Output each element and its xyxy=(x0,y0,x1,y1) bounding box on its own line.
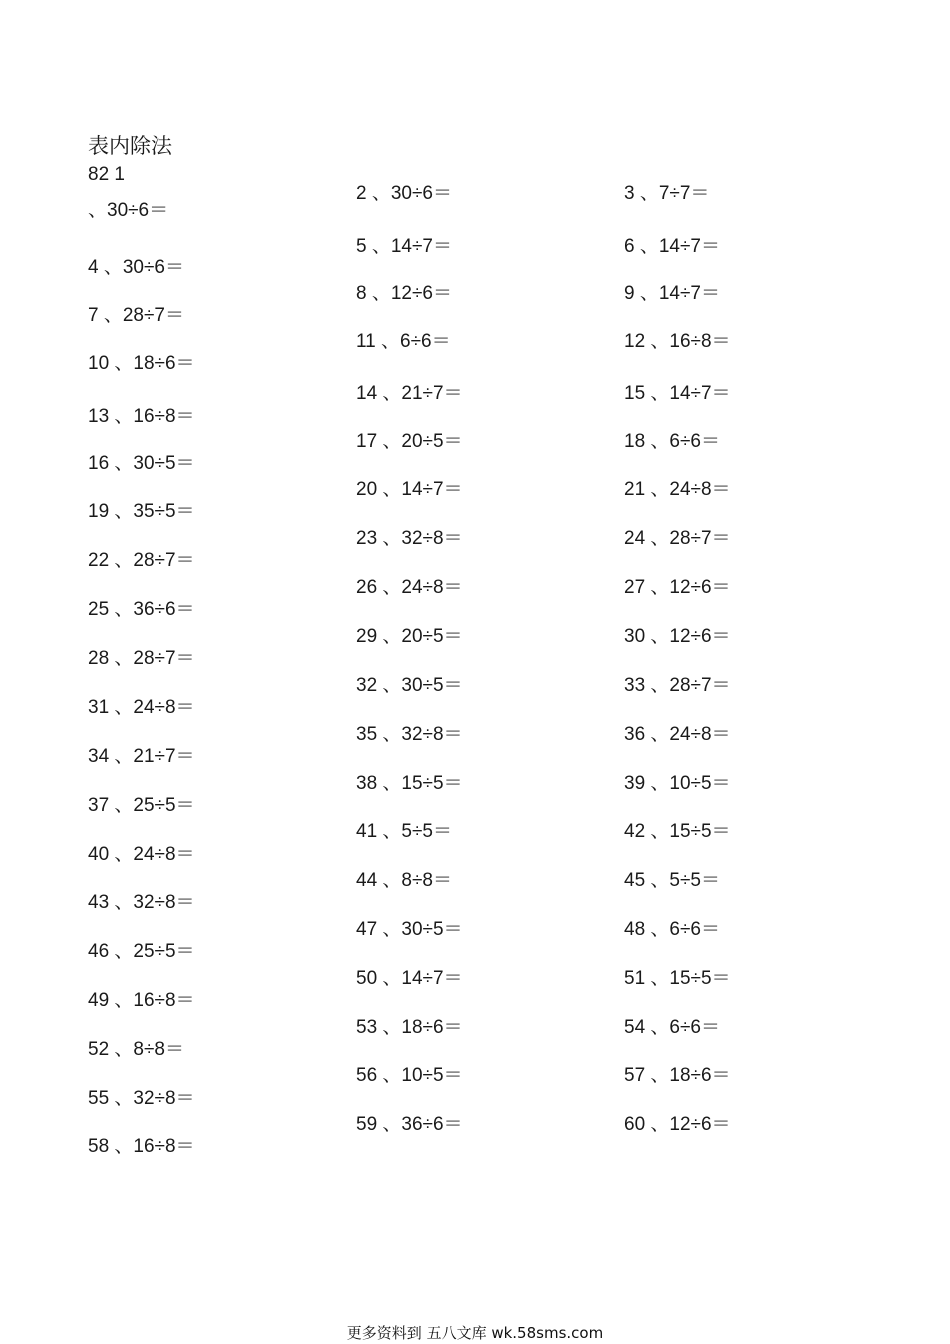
problem-item: 36 、24÷8＝ xyxy=(624,724,731,745)
problem-item: 9 、14÷7＝ xyxy=(624,283,720,304)
problem-item: 28 、28÷7＝ xyxy=(88,648,195,669)
problem-item: 40 、24÷8＝ xyxy=(88,844,195,865)
problem-item: 46 、25÷5＝ xyxy=(88,941,195,962)
worksheet-title: 表内除法 xyxy=(88,134,172,158)
problem-item: 29 、20÷5＝ xyxy=(356,626,463,647)
problem-item: 10 、18÷6＝ xyxy=(88,353,195,374)
problem-item: 58 、16÷8＝ xyxy=(88,1136,195,1157)
problem-item: 5 、14÷7＝ xyxy=(356,236,452,257)
problem-item: 31 、24÷8＝ xyxy=(88,697,195,718)
problem-item: 18 、6÷6＝ xyxy=(624,431,720,452)
problem-item: 48 、6÷6＝ xyxy=(624,919,720,940)
problem-item: 7 、28÷7＝ xyxy=(88,305,184,326)
problem-item: 26 、24÷8＝ xyxy=(356,577,463,598)
worksheet-subtitle: 82 1 xyxy=(88,164,125,185)
problem-item: 30 、12÷6＝ xyxy=(624,626,731,647)
problem-item: 59 、36÷6＝ xyxy=(356,1114,463,1135)
problem-item: 25 、36÷6＝ xyxy=(88,599,195,620)
problem-item: 37 、25÷5＝ xyxy=(88,795,195,816)
problem-item: 3 、7÷7＝ xyxy=(624,183,710,204)
problem-item: 54 、6÷6＝ xyxy=(624,1017,720,1038)
problem-item: 47 、30÷5＝ xyxy=(356,919,463,940)
problem-item: 13 、16÷8＝ xyxy=(88,406,195,427)
problem-item: 、30÷6＝ xyxy=(88,200,169,221)
problem-item: 4 、30÷6＝ xyxy=(88,257,184,278)
problem-item: 44 、8÷8＝ xyxy=(356,870,452,891)
problem-item: 15 、14÷7＝ xyxy=(624,383,731,404)
problem-item: 39 、10÷5＝ xyxy=(624,773,731,794)
problem-item: 49 、16÷8＝ xyxy=(88,990,195,1011)
problem-item: 45 、5÷5＝ xyxy=(624,870,720,891)
problem-item: 11 、6÷6＝ xyxy=(356,331,451,352)
problem-item: 35 、32÷8＝ xyxy=(356,724,463,745)
problem-item: 2 、30÷6＝ xyxy=(356,183,452,204)
problem-item: 60 、12÷6＝ xyxy=(624,1114,731,1135)
problem-item: 33 、28÷7＝ xyxy=(624,675,731,696)
problem-item: 57 、18÷6＝ xyxy=(624,1065,731,1086)
problem-item: 6 、14÷7＝ xyxy=(624,236,720,257)
footer-watermark: 更多资料到 五八文库 wk.58sms.com xyxy=(346,1324,604,1342)
problem-item: 52 、8÷8＝ xyxy=(88,1039,184,1060)
problem-item: 20 、14÷7＝ xyxy=(356,479,463,500)
problem-item: 19 、35÷5＝ xyxy=(88,501,195,522)
problem-item: 50 、14÷7＝ xyxy=(356,968,463,989)
problem-item: 14 、21÷7＝ xyxy=(356,383,463,404)
problem-item: 38 、15÷5＝ xyxy=(356,773,463,794)
problem-item: 34 、21÷7＝ xyxy=(88,746,195,767)
problem-item: 23 、32÷8＝ xyxy=(356,528,463,549)
problem-item: 51 、15÷5＝ xyxy=(624,968,731,989)
problem-item: 53 、18÷6＝ xyxy=(356,1017,463,1038)
problem-item: 17 、20÷5＝ xyxy=(356,431,463,452)
problem-item: 43 、32÷8＝ xyxy=(88,892,195,913)
problem-item: 56 、10÷5＝ xyxy=(356,1065,463,1086)
problem-item: 55 、32÷8＝ xyxy=(88,1088,195,1109)
problem-item: 8 、12÷6＝ xyxy=(356,283,452,304)
problem-item: 41 、5÷5＝ xyxy=(356,821,452,842)
problem-item: 24 、28÷7＝ xyxy=(624,528,731,549)
problem-item: 22 、28÷7＝ xyxy=(88,550,195,571)
problem-item: 32 、30÷5＝ xyxy=(356,675,463,696)
problem-item: 42 、15÷5＝ xyxy=(624,821,731,842)
problem-item: 27 、12÷6＝ xyxy=(624,577,731,598)
problem-item: 21 、24÷8＝ xyxy=(624,479,731,500)
problem-item: 16 、30÷5＝ xyxy=(88,453,195,474)
problem-item: 12 、16÷8＝ xyxy=(624,331,731,352)
